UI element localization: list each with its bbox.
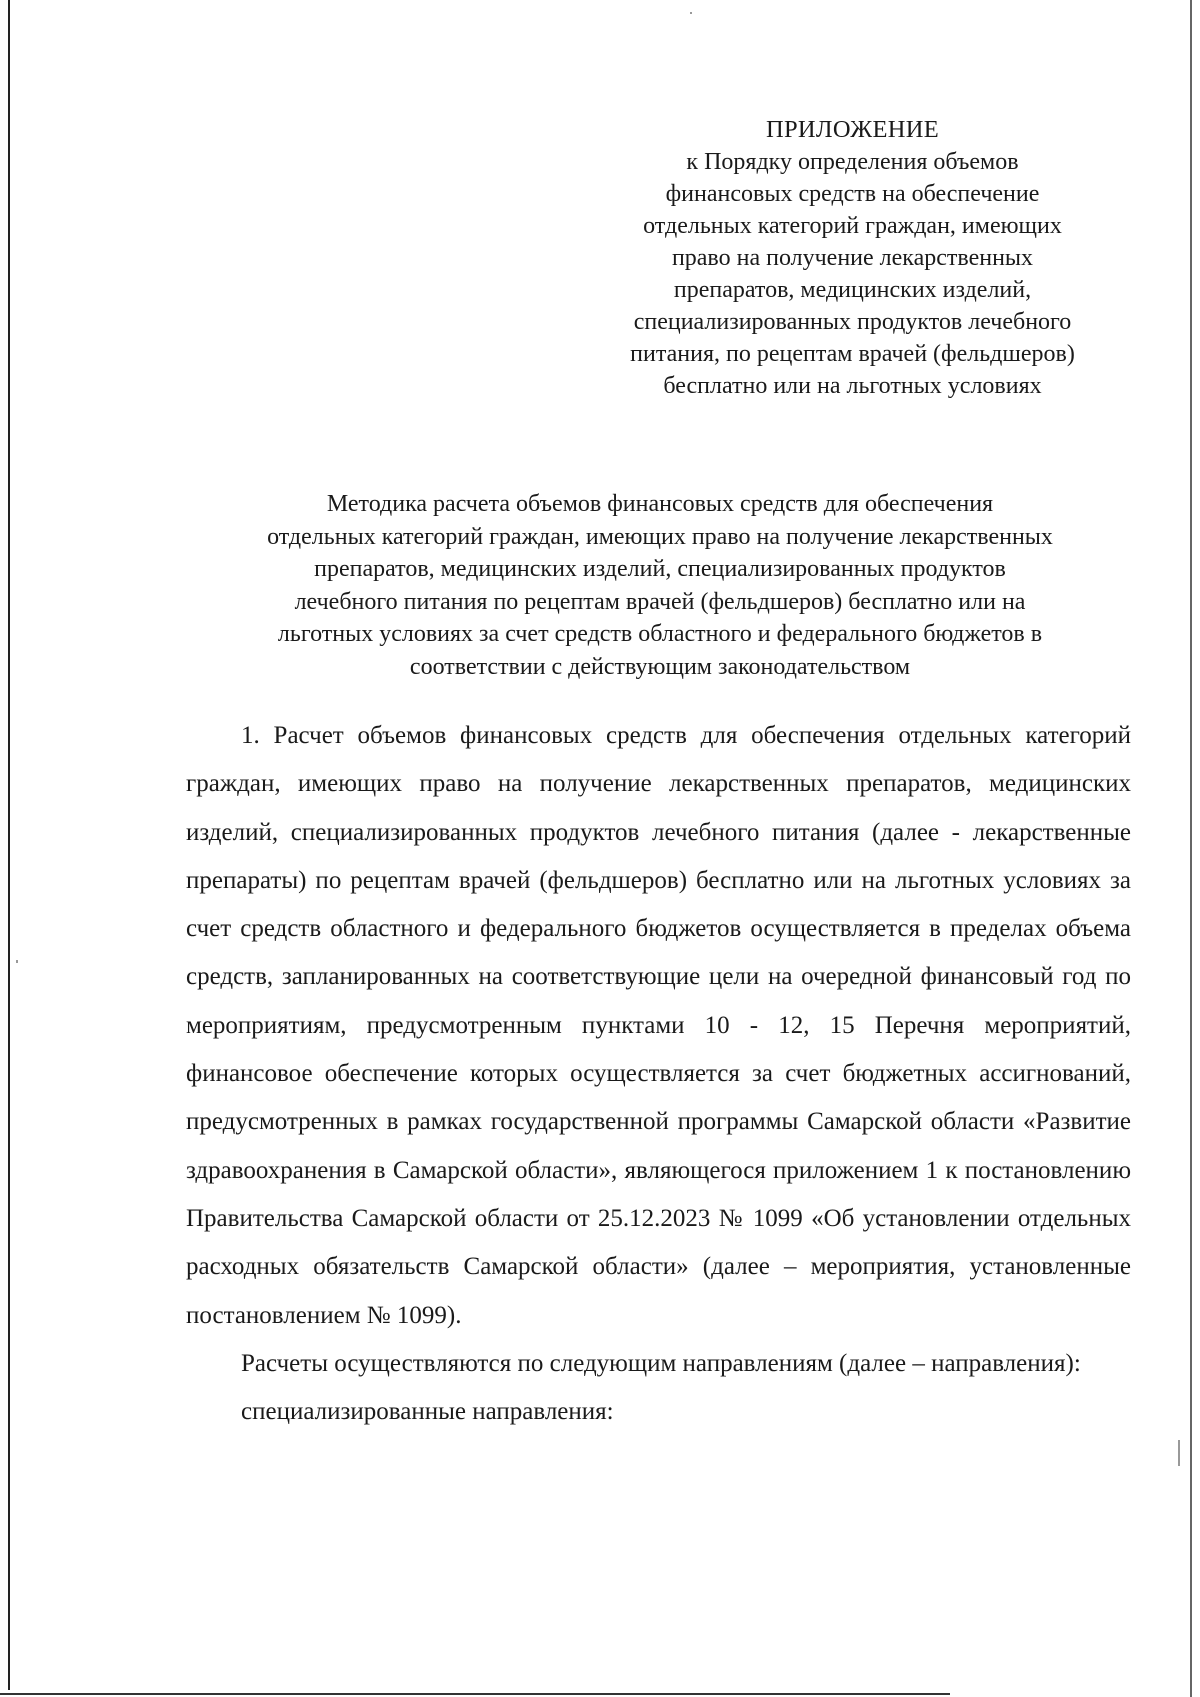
appendix-line: специализированных продуктов лечебного — [633, 309, 1072, 335]
title-line: отдельных категорий граждан, имеющих право на получение лекарственных — [267, 523, 1053, 550]
appendix-heading: ПРИЛОЖЕНИЕ — [766, 116, 939, 143]
appendix-line: к Порядку определения объемов — [686, 149, 1019, 175]
scan-edge-bottom — [0, 1693, 950, 1695]
title-line: льготных условиях за счет средств областного и федерального бюджетов в — [277, 621, 1043, 647]
document-title — [180, 488, 1140, 683]
appendix-block — [570, 114, 1135, 402]
appendix-line: право на получение лекарственных — [671, 245, 1034, 271]
paragraph-2: Расчеты осуществляются по следующим направлениям (далее – направления): — [241, 1349, 1081, 1377]
title-line: соответствии с действующим законодательством — [409, 653, 911, 680]
appendix-line: финансовых средств на обеспечение — [665, 181, 1040, 207]
title-line: лечебного питания по рецептам врачей (фельдшеров) бесплатно или на — [294, 588, 1026, 615]
title-line: препаратов, медицинских изделий, специализированных продуктов — [314, 556, 1006, 582]
scan-speck — [690, 12, 692, 14]
scan-speck — [16, 960, 18, 963]
scan-speck — [1178, 1440, 1180, 1466]
scan-edge-right — [1190, 0, 1192, 1697]
appendix-line: питания, по рецептам врачей (фельдшеров) — [630, 341, 1075, 367]
appendix-line: отдельных категорий граждан, имеющих — [643, 213, 1062, 239]
paragraph-1: 1. Расчет объемов финансовых средств для обеспечения отдельных категорий граждан, имеющих право на получение лекарственных препаратов, медицинских изделий, специализированных продуктов лечебного питания (далее - лекарственные препараты) по рецептам врачей (фельдшеров) бесплатно или на льготных условиях за счет средств областного и федерального бюджетов осуществляется в пределах объема средств, запланированных на соответствующие цели на очередной финансовый год по мероприятиям, предусмотренным пунктами 10 - 12, 15 Перечня мероприятий, финансовое обеспечение которых осуществляется за счет бюджетных ассигнований, предусмотренных в рамках государственной программы Самарской области «Развитие здравоохранения в Самарской области», являющегося приложением 1 к постановлению Правительства Самарской области от 25.12.2023 № 1099 «Об установлении отдельных расходных обязательств Самарской области» (далее – мероприятия, установленные постановлением № 1099). — [186, 722, 1131, 1329]
paragraph-3: специализированные направления: — [241, 1398, 614, 1426]
appendix-line: препаратов, медицинских изделий, — [673, 277, 1032, 303]
scan-edge-left — [8, 0, 10, 1690]
title-line: Методика расчета объемов финансовых средств для обеспечения — [326, 491, 994, 517]
appendix-line: бесплатно или на льготных условиях — [663, 373, 1042, 399]
document-body — [186, 712, 1131, 1436]
